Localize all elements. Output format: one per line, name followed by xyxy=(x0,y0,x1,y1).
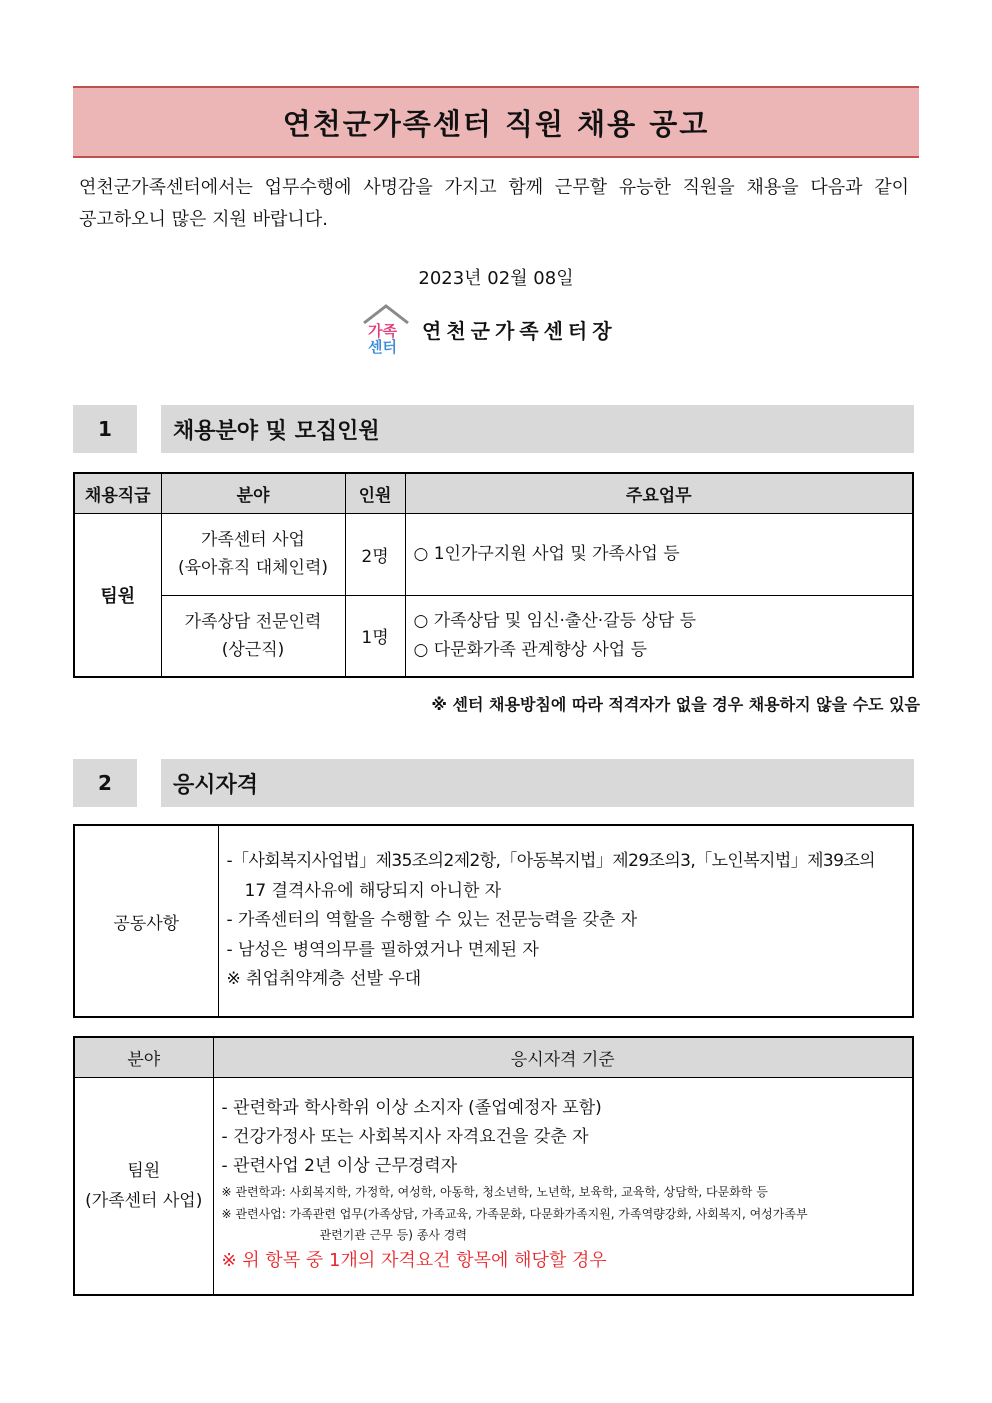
field-cell: 가족상담 전문인력 (상근직) xyxy=(161,595,345,677)
signature-name: 연천군가족센터장 xyxy=(422,318,617,343)
highlight-note: ※ 위 항목 중 1개의 자격요건 항목에 해당할 경우 xyxy=(221,1250,607,1272)
logo-text-bottom: 센터 xyxy=(368,338,397,355)
section1-number: 1 xyxy=(73,405,137,453)
common-qualifications-table xyxy=(73,824,914,1018)
qualification-criteria-table xyxy=(73,1036,914,1296)
common-label: 공동사항 xyxy=(74,825,218,1017)
family-center-logo-icon xyxy=(358,303,414,355)
duties-cell: ○ 가족상담 및 임신·출산·갈등 상담 등 ○ 다문화가족 관계향상 사업 등 xyxy=(405,595,913,677)
count-cell: 2명 xyxy=(345,513,405,595)
section2-number: 2 xyxy=(73,759,137,807)
recruitment-table xyxy=(73,472,914,678)
announcement-date: 2023년 02월 08일 xyxy=(418,268,574,289)
field-cell: 팀원 (가족센터 사업) xyxy=(74,1077,213,1295)
section2-title: 응시자격 xyxy=(161,759,914,807)
note-related-work: ※ 관련사업: 가족관련 업무(가족상담, 가족교육, 가족문화, 다문화가족지원, 가족역량강화, 사회복지, 여성가족부 xyxy=(221,1207,808,1222)
criteria-cell: - 관련학과 학사학위 이상 소지자 (졸업예정자 포함) - 건강가정사 또는 사회복지사 자격요건을 갖춘 자 - 관련사업 2년 이상 근무경력자 ※ 관련학과: 사회복지학, 가정학, 여성학, 아동학, 청소년학, 노년학, 보육학, 교육학, 상담학, 다문화학 등 ※ 관련사업: 가족관련 업무(가족상담, 가족교육, 가족문화, 다문화가족지원, 가족역량강화, 사회복지, 여성가족부 관련기관 근무 등) 종사 경력 ※ 위 항목 중 1개의 자격요건 항목에 해당할 경우 xyxy=(213,1077,913,1295)
recruitment-note: ※ 센터 채용방침에 따라 적격자가 없을 경우 채용하지 않을 수도 있음 xyxy=(431,695,920,714)
header-rank: 채용직급 xyxy=(74,473,161,513)
signature-block xyxy=(358,303,617,355)
header-duties: 주요업무 xyxy=(405,473,913,513)
header-field: 분야 xyxy=(74,1037,213,1077)
header-count: 인원 xyxy=(345,473,405,513)
intro-text: 연천군가족센터에서는 업무수행에 사명감을 가지고 함께 근무할 유능한 직원을 채용을 다음과 같이 공고하오니 많은 지원 바랍니다. xyxy=(79,177,909,230)
page-title: 연천군가족센터 직원 채용 공고 xyxy=(73,86,919,158)
rank-cell: 팀원 xyxy=(74,513,161,677)
field-cell: 가족센터 사업 (육아휴직 대체인력) xyxy=(161,513,345,595)
logo-text-top: 가족 xyxy=(368,322,397,340)
header-criteria: 응시자격 기준 xyxy=(213,1037,913,1077)
duties-cell: ○ 1인가구지원 사업 및 가족사업 등 xyxy=(405,513,913,595)
header-field: 분야 xyxy=(161,473,345,513)
count-cell: 1명 xyxy=(345,595,405,677)
section1-title: 채용분야 및 모집인원 xyxy=(161,405,914,453)
note-related-dept: ※ 관련학과: 사회복지학, 가정학, 여성학, 아동학, 청소년학, 노년학, 보육학, 교육학, 상담학, 다문화학 등 xyxy=(221,1185,768,1200)
note-related-work-cont: 관련기관 근무 등) 종사 경력 xyxy=(319,1228,467,1243)
common-items: -「사회복지사업법」제35조의2제2항,「아동복지법」제29조의3,「노인복지법」제39조의 17 결격사유에 해당되지 아니한 자 - 가족센터의 역할을 수행할 수 있는 전문능력을 갖춘 자 - 남성은 병역의무를 필하였거나 면제된 자 ※ 취업취약계층 선발 우대 xyxy=(218,825,913,1017)
